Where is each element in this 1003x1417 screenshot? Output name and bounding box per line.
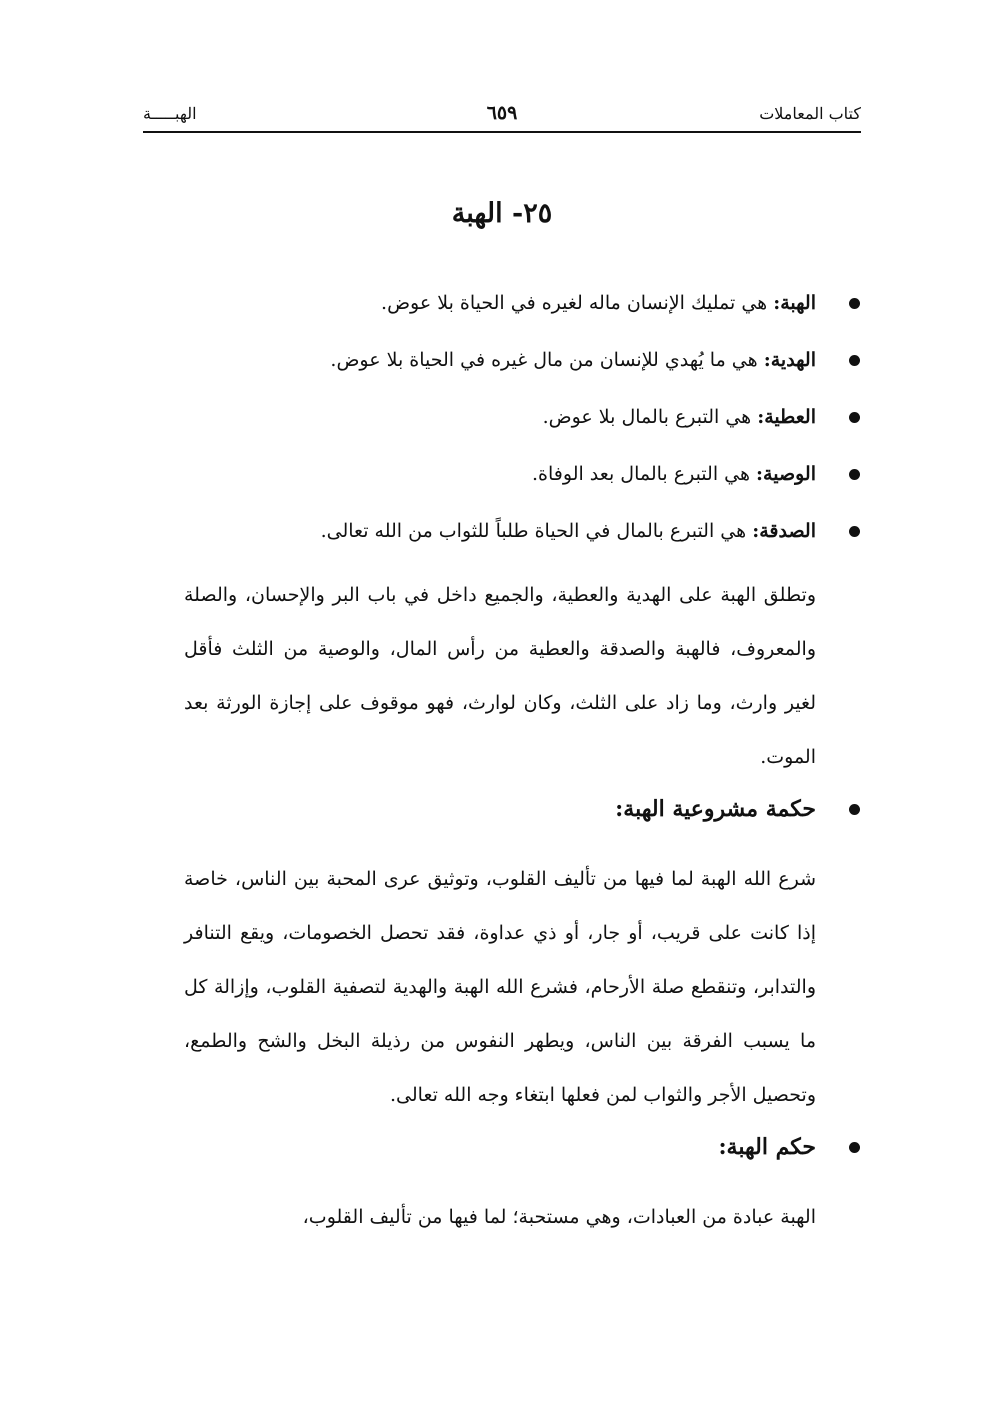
definition-text: هي تمليك الإنسان ماله لغيره في الحياة بلا عوض. bbox=[381, 292, 774, 314]
running-header bbox=[143, 102, 861, 130]
bullet-icon bbox=[849, 526, 860, 537]
header-rule bbox=[143, 131, 861, 133]
definition-term: الصدقة: bbox=[752, 520, 816, 542]
header-chapter-name: الهبـــــة bbox=[143, 104, 197, 123]
definition-text: هي التبرع بالمال في الحياة طلباً للثواب من الله تعالى. bbox=[320, 520, 753, 542]
bullet-icon bbox=[849, 355, 860, 366]
ruling-paragraph: الهبة عبادة من العبادات، وهي مستحبة؛ لما فيها من تأليف القلوب، bbox=[302, 1206, 816, 1228]
definition-term: الهبة: bbox=[773, 292, 816, 314]
definition-text: هي التبرع بالمال بعد الوفاة. bbox=[532, 463, 757, 485]
definitions-list bbox=[184, 283, 860, 568]
section-heading-ruling bbox=[184, 1122, 860, 1190]
chapter-title: ٢٥- الهبة bbox=[451, 198, 553, 229]
definition-item bbox=[184, 397, 860, 454]
bullet-icon bbox=[849, 298, 860, 309]
section-heading-wisdom bbox=[184, 784, 860, 852]
bullet-icon bbox=[849, 1142, 860, 1153]
header-book-title: كتاب المعاملات bbox=[759, 104, 861, 123]
page-body bbox=[184, 283, 860, 1244]
intro-paragraph: وتطلق الهبة على الهدية والعطية، والجميع داخل في باب البر والإحسان، والصلة والمعروف، فالهبة والصدقة والعطية من رأس المال، والوصية من الثلث فأقل لغير وارث، وما زاد على الثلث، وكان لوارث، فهو موقوف على إجازة الورثة بعد الموت. bbox=[184, 584, 816, 768]
bullet-icon bbox=[849, 469, 860, 480]
definition-item bbox=[184, 511, 860, 568]
definition-term: الهدية: bbox=[763, 349, 816, 371]
section-heading-text: حكمة مشروعية الهبة: bbox=[615, 796, 816, 822]
definition-text: هي ما يُهدي للإنسان من مال غيره في الحياة بلا عوض. bbox=[330, 349, 764, 371]
bullet-icon bbox=[849, 804, 860, 815]
definition-item bbox=[184, 283, 860, 340]
section-heading-text: حكم الهبة: bbox=[718, 1134, 816, 1160]
bullet-icon bbox=[849, 412, 860, 423]
wisdom-paragraph: شرع الله الهبة لما فيها من تأليف القلوب، وتوثيق عرى المحبة بين الناس، خاصة إذا كانت على قريب، أو جار، أو ذي عداوة، فقد تحصل الخصومات، ويقع التنافر والتدابر، وتنقطع صلة الأرحام، فشرع الله الهبة والهدية لتصفية القلوب، وإزالة كل ما يسبب الفرقة بين الناس، ويطهر النفوس من رذيلة البخل والشح والطمع، وتحصيل الأجر والثواب لمن فعلها ابتغاء وجه الله تعالى. bbox=[184, 868, 816, 1106]
definition-item bbox=[184, 340, 860, 397]
header-page-number: ٦٥٩ bbox=[486, 102, 518, 124]
definition-text: هي التبرع بالمال بلا عوض. bbox=[542, 406, 758, 428]
definition-term: العطية: bbox=[757, 406, 816, 428]
definition-term: الوصية: bbox=[756, 463, 816, 485]
definition-item bbox=[184, 454, 860, 511]
